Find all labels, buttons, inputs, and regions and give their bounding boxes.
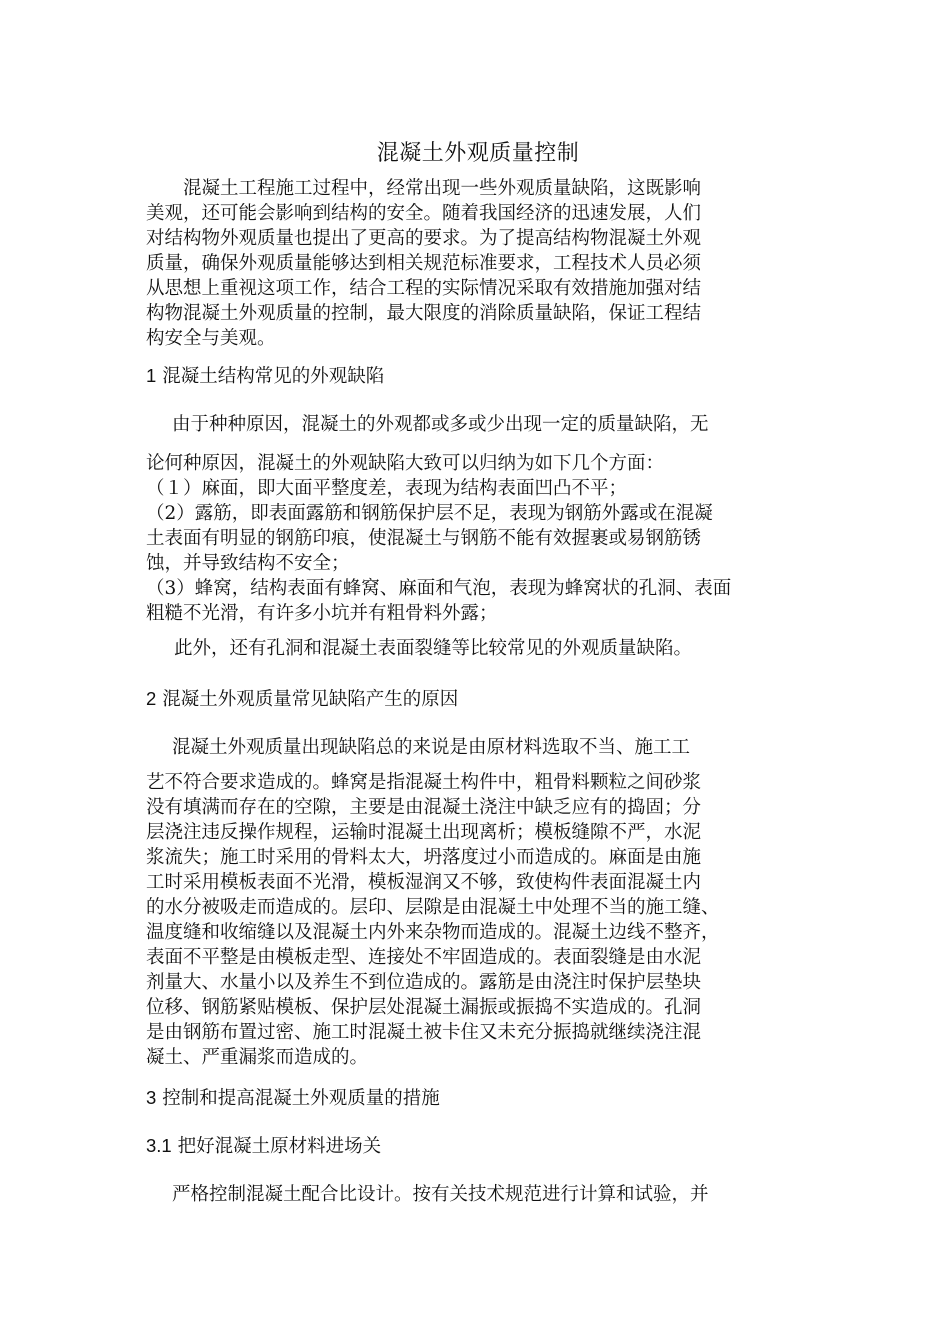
section-1-paragraph: [146, 412, 810, 437]
section-1-number: 1: [146, 365, 157, 386]
section-2-line: 温度缝和收缩缝以及混凝土内外来杂物而造成的。混凝土边线不整齐，: [146, 922, 720, 943]
section-2-line: 层浇注违反操作规程，运输时混凝土出现离析；模板缝隙不严，水泥: [146, 822, 702, 843]
list-item-3: （3）蜂窝，结构表面有蜂窝、麻面和气泡，表现为蜂窝状的孔洞、表面: [146, 578, 732, 599]
list-item-2: （2）露筋，即表面露筋和钢筋保护层不足，表现为钢筋外露或在混凝: [146, 503, 713, 524]
section-3-heading: [146, 1085, 440, 1111]
section-2-line: 位移、钢筋紧贴模板、保护层处混凝土漏振或振捣不实造成的。孔洞: [146, 997, 702, 1018]
intro-line: 美观，还可能会影响到结构的安全。随着我国经济的迅速发展，人们: [146, 203, 702, 224]
section-3-1-title: 把好混凝土原材料进场关: [177, 1136, 382, 1157]
intro-line: 混凝土工程施工过程中，经常出现一些外观质量缺陷，这既影响: [183, 178, 702, 199]
section-2-title: 混凝土外观质量常见缺陷产生的原因: [162, 689, 459, 710]
section-3-1-paragraph: [146, 1182, 810, 1207]
section-2-heading: [146, 686, 458, 712]
section-1-heading: [146, 363, 384, 389]
section-2-line: 浆流失；施工时采用的骨料太大，坍落度过小而造成的。麻面是由施: [146, 847, 702, 868]
section-1-line: 论何种原因，混凝土的外观缺陷大致可以归纳为如下几个方面：: [146, 453, 665, 474]
section-1-closing: [146, 636, 810, 661]
document-title: 混凝土外观质量控制: [376, 141, 580, 166]
section-2-line: 凝土、严重漏浆而造成的。: [146, 1047, 369, 1068]
intro-line: 从思想上重视这项工作，结合工程的实际情况采取有效措施加强对结: [146, 278, 702, 299]
intro-line: 构物混凝土外观质量的控制，最大限度的消除质量缺陷，保证工程结: [146, 303, 702, 324]
intro-line: 构安全与美观。: [146, 328, 276, 349]
list-item-1: （１）麻面，即大面平整度差，表现为结构表面凹凸不平；: [146, 478, 628, 499]
section-2-line: 工时采用模板表面不光滑，模板湿润又不够，致使构件表面混凝土内: [146, 872, 702, 893]
section-2-line: 表面不平整是由模板走型、连接处不牢固造成的。表面裂缝是由水泥: [146, 947, 702, 968]
list-item-2: 土表面有明显的钢筋印痕，使混凝土与钢筋不能有效握裹或易钢筋锈: [146, 528, 702, 549]
section-3-1-heading: [146, 1133, 381, 1159]
section-1-line: 由于种种原因，混凝土的外观都或多或少出现一定的质量缺陷，无: [172, 414, 709, 435]
section-2-line: 剂量大、水量小以及养生不到位造成的。露筋是由浇注时保护层垫块: [146, 972, 702, 993]
section-3-number: 3: [146, 1087, 157, 1108]
section-3-title: 控制和提高混凝土外观质量的措施: [162, 1088, 440, 1109]
section-2-line: 的水分被吸走而造成的。层印、层隙是由混凝土中处理不当的施工缝、: [146, 897, 720, 918]
section-2-line: 混凝土外观质量出现缺陷总的来说是由原材料选取不当、施工工: [172, 737, 691, 758]
section-2-line: 是由钢筋布置过密、施工时混凝土被卡住又未充分振捣就继续浇注混: [146, 1022, 702, 1043]
section-2-paragraph-start: [146, 735, 810, 760]
section-1-closing-line: 此外，还有孔洞和混凝土表面裂缝等比较常见的外观质量缺陷。: [174, 638, 693, 659]
section-2-line: 没有填满而存在的空隙，主要是由混凝土浇注中缺乏应有的捣固；分: [146, 797, 702, 818]
section-3-1-line: 严格控制混凝土配合比设计。按有关技术规范进行计算和试验，并: [172, 1184, 709, 1205]
intro-line: 对结构物外观质量也提出了更高的要求。为了提高结构物混凝土外观: [146, 228, 702, 249]
section-2-number: 2: [146, 688, 157, 709]
intro-paragraph: [146, 176, 810, 351]
intro-line: 质量，确保外观质量能够达到相关规范标准要求，工程技术人员必须: [146, 253, 702, 274]
list-item-3: 粗糙不光滑，有许多小坑并有粗骨料外露；: [146, 603, 498, 624]
section-3-1-number: 3.1: [146, 1135, 172, 1156]
section-1-list: [146, 451, 810, 626]
list-item-2: 蚀，并导致结构不安全；: [146, 553, 350, 574]
section-1-title: 混凝土结构常见的外观缺陷: [162, 366, 385, 387]
section-2-line: 艺不符合要求造成的。蜂窝是指混凝土构件中，粗骨料颗粒之间砂浆: [146, 772, 702, 793]
section-2-paragraph: [146, 770, 810, 1070]
